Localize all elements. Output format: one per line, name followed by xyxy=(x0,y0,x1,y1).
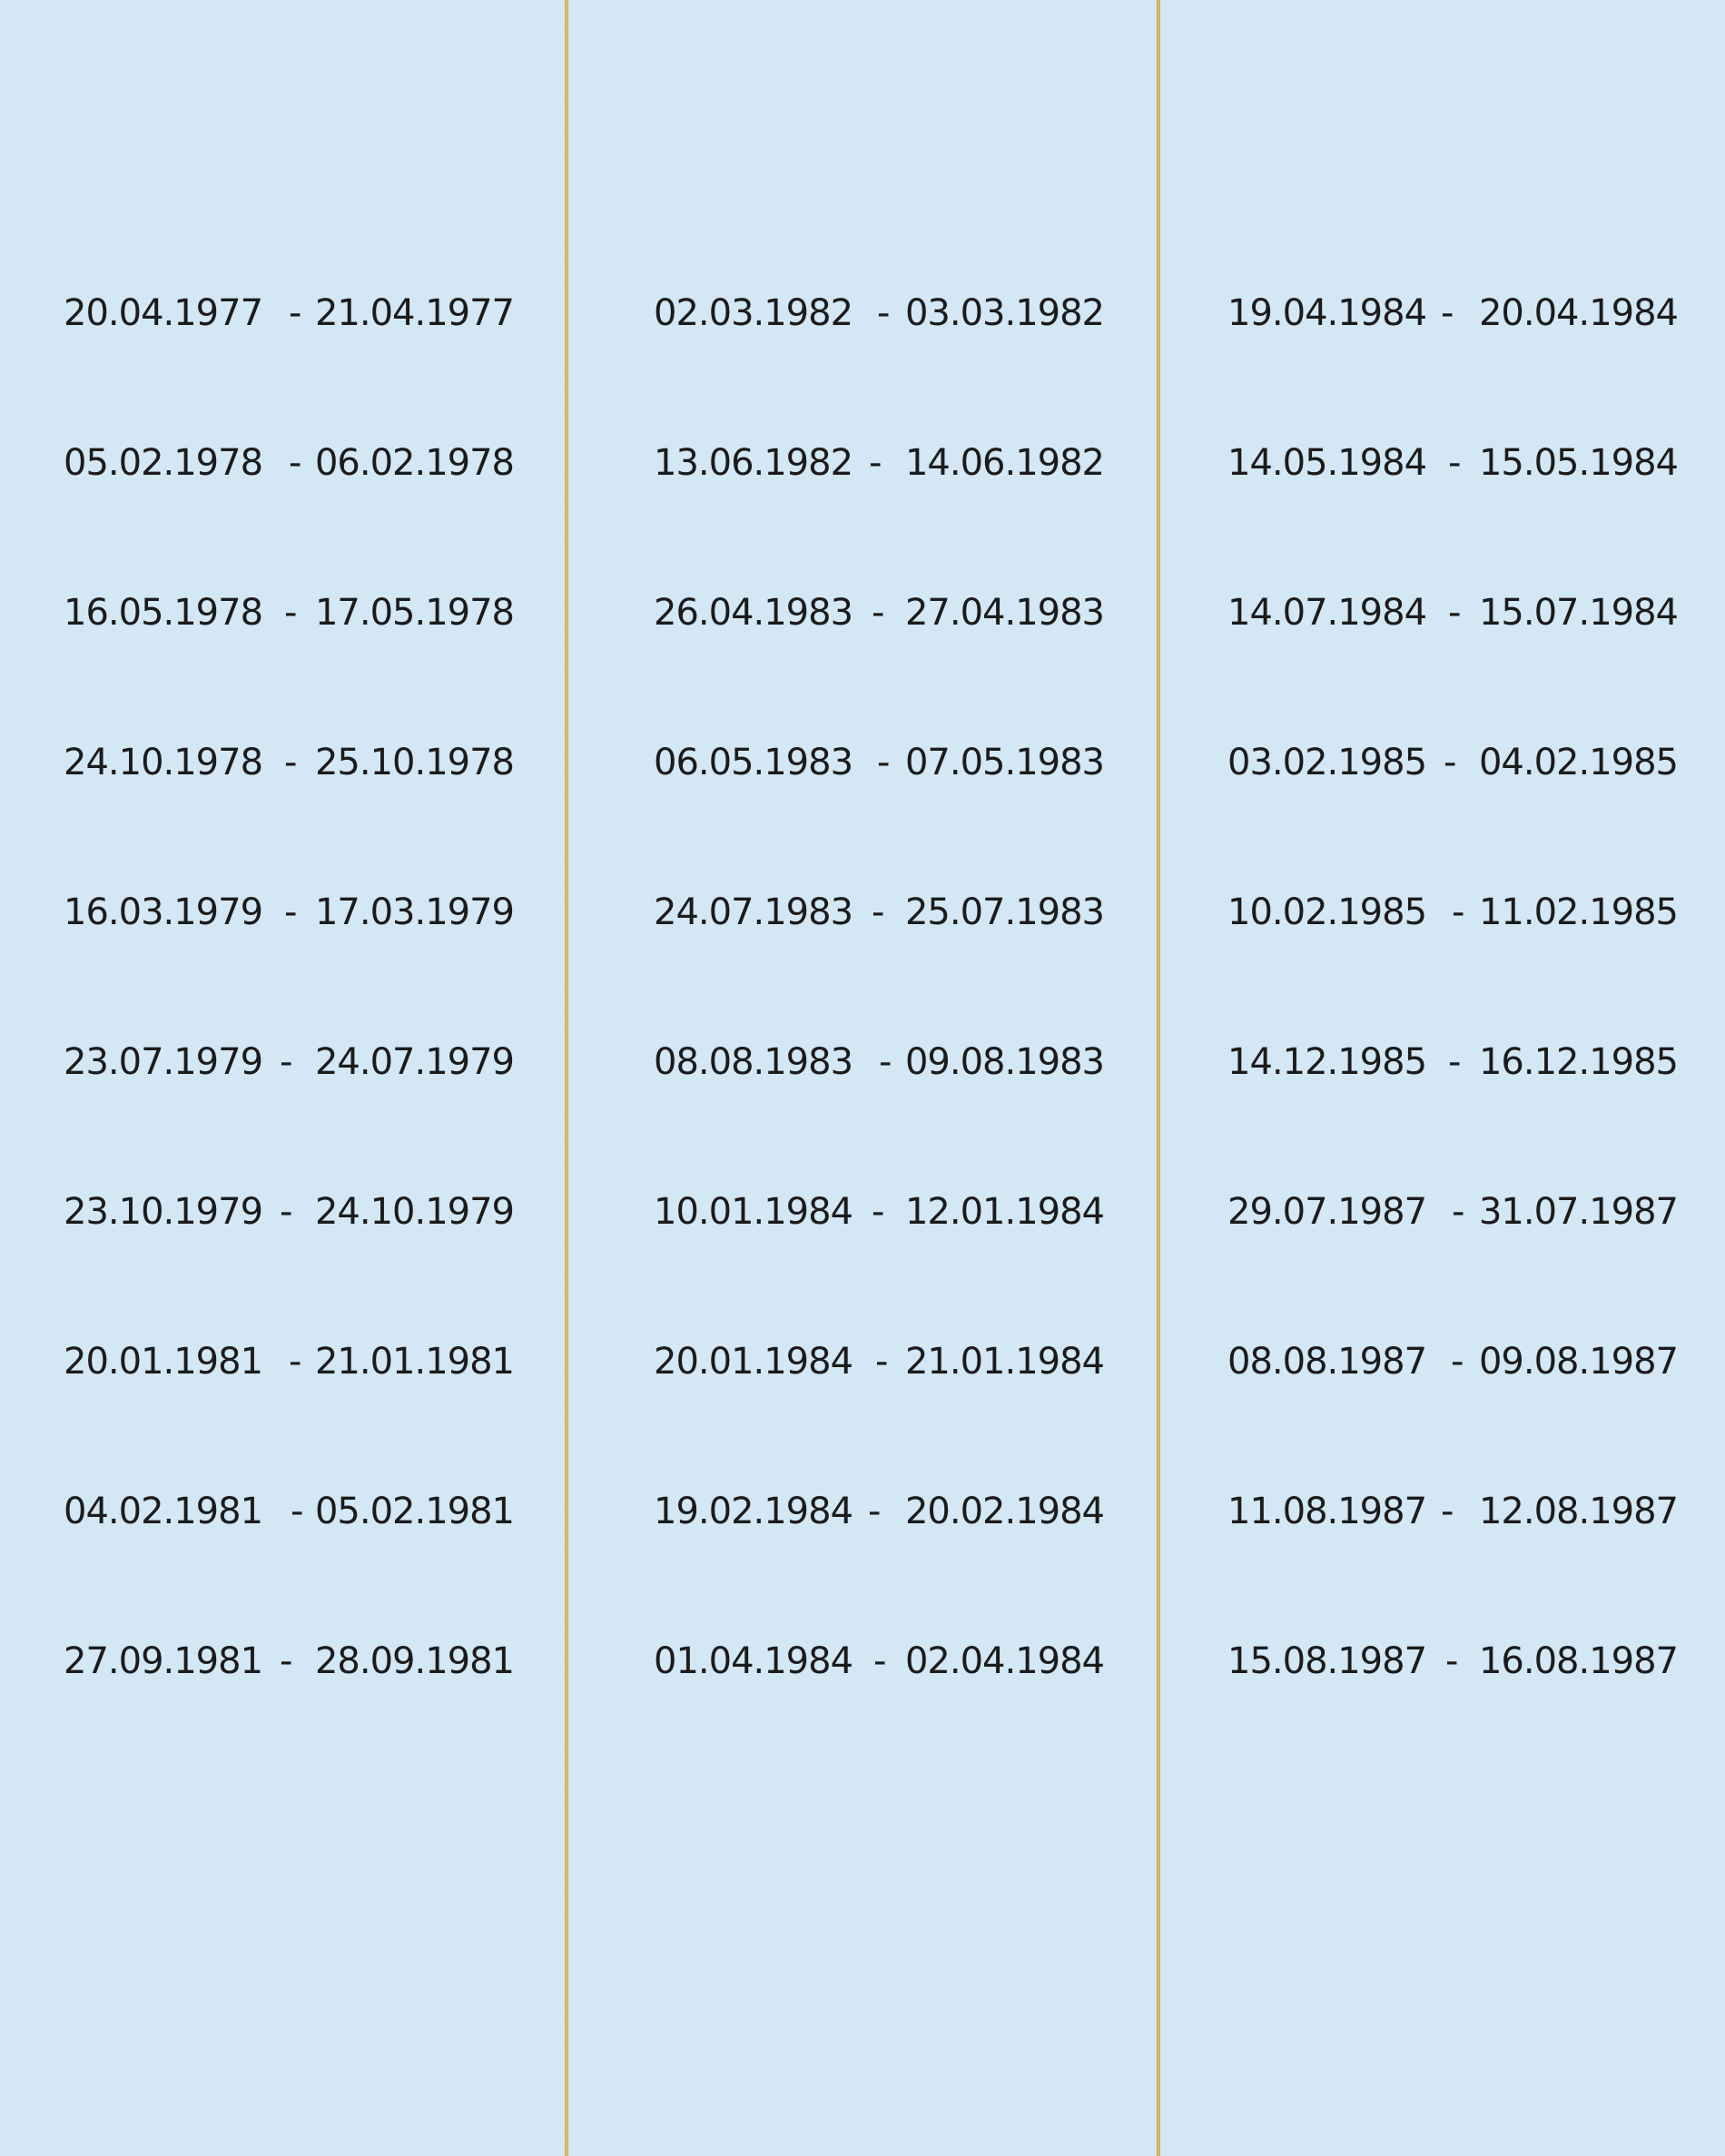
date-range-row xyxy=(654,885,1104,940)
end-date: 12.08.1987 xyxy=(1478,1491,1678,1532)
end-date: 28.09.1981 xyxy=(314,1640,514,1682)
range-separator: - xyxy=(1451,1341,1464,1383)
date-range-row xyxy=(64,436,514,490)
date-range-row xyxy=(654,1634,1104,1688)
end-date: 03.03.1982 xyxy=(904,292,1104,334)
start-date: 08.08.1987 xyxy=(1227,1341,1427,1383)
date-range-row xyxy=(64,885,514,940)
date-range-row xyxy=(1227,735,1678,790)
date-range-row xyxy=(1227,286,1678,340)
end-date: 21.04.1977 xyxy=(314,292,514,334)
range-separator: - xyxy=(1445,1640,1458,1682)
date-range-row xyxy=(1227,436,1678,490)
start-date: 10.01.1984 xyxy=(654,1191,853,1233)
date-range-row xyxy=(654,1035,1104,1089)
range-separator: - xyxy=(1448,1041,1461,1083)
start-date: 20.01.1984 xyxy=(654,1341,853,1383)
date-range-row xyxy=(64,735,514,790)
start-date: 29.07.1987 xyxy=(1227,1191,1427,1233)
start-date: 08.08.1983 xyxy=(654,1041,853,1083)
range-separator: - xyxy=(872,891,884,933)
end-date: 11.02.1985 xyxy=(1478,891,1678,933)
date-range-row xyxy=(64,1185,514,1239)
end-date: 16.08.1987 xyxy=(1478,1640,1678,1682)
end-date: 24.10.1979 xyxy=(314,1191,514,1233)
date-range-row xyxy=(64,1334,514,1389)
start-date: 14.05.1984 xyxy=(1227,442,1427,484)
range-separator: - xyxy=(877,292,890,334)
start-date: 26.04.1983 xyxy=(654,592,853,634)
end-date: 02.04.1984 xyxy=(904,1640,1104,1682)
range-separator: - xyxy=(875,1341,888,1383)
range-separator: - xyxy=(289,292,301,334)
start-date: 11.08.1987 xyxy=(1227,1491,1427,1532)
end-date: 09.08.1987 xyxy=(1478,1341,1678,1383)
start-date: 10.02.1985 xyxy=(1227,891,1427,933)
start-date: 05.02.1978 xyxy=(64,442,263,484)
start-date: 04.02.1981 xyxy=(64,1491,263,1532)
start-date: 01.04.1984 xyxy=(654,1640,853,1682)
date-range-row xyxy=(64,286,514,340)
date-range-row xyxy=(1227,1185,1678,1239)
end-date: 12.01.1984 xyxy=(904,1191,1104,1233)
range-separator: - xyxy=(1452,891,1464,933)
start-date: 19.02.1984 xyxy=(654,1491,853,1532)
range-separator: - xyxy=(1448,442,1461,484)
date-range-row xyxy=(654,1484,1104,1539)
end-date: 09.08.1983 xyxy=(904,1041,1104,1083)
end-date: 05.02.1981 xyxy=(314,1491,514,1532)
range-separator: - xyxy=(1441,292,1454,334)
range-separator: - xyxy=(1448,592,1461,634)
date-range-row xyxy=(654,286,1104,340)
range-separator: - xyxy=(280,1191,292,1233)
start-date: 19.04.1984 xyxy=(1227,292,1427,334)
end-date: 20.02.1984 xyxy=(904,1491,1104,1532)
start-date: 16.03.1979 xyxy=(64,891,263,933)
end-date: 20.04.1984 xyxy=(1478,292,1678,334)
end-date: 17.05.1978 xyxy=(314,592,514,634)
range-separator: - xyxy=(1441,1491,1454,1532)
end-date: 31.07.1987 xyxy=(1478,1191,1678,1233)
date-range-row xyxy=(64,1035,514,1089)
end-date: 27.04.1983 xyxy=(904,592,1104,634)
date-range-row xyxy=(1227,1484,1678,1539)
range-separator: - xyxy=(280,1041,292,1083)
start-date: 16.05.1978 xyxy=(64,592,263,634)
date-range-row xyxy=(1227,1334,1678,1389)
start-date: 23.10.1979 xyxy=(64,1191,263,1233)
range-separator: - xyxy=(872,592,884,634)
range-separator: - xyxy=(872,1191,884,1233)
end-date: 21.01.1981 xyxy=(314,1341,514,1383)
range-separator: - xyxy=(289,442,301,484)
column-divider-right xyxy=(1157,0,1160,2156)
start-date: 13.06.1982 xyxy=(654,442,853,484)
range-separator: - xyxy=(873,1640,886,1682)
range-separator: - xyxy=(291,1491,303,1532)
start-date: 15.08.1987 xyxy=(1227,1640,1427,1682)
range-separator: - xyxy=(1444,742,1456,783)
date-range-row xyxy=(654,1185,1104,1239)
date-range-row xyxy=(64,1484,514,1539)
date-range-row xyxy=(64,1634,514,1688)
date-range-row xyxy=(1227,885,1678,940)
end-date: 25.07.1983 xyxy=(904,891,1104,933)
start-date: 02.03.1982 xyxy=(654,292,853,334)
range-separator: - xyxy=(284,592,297,634)
range-separator: - xyxy=(284,891,297,933)
end-date: 15.07.1984 xyxy=(1478,592,1678,634)
end-date: 06.02.1978 xyxy=(314,442,514,484)
start-date: 24.07.1983 xyxy=(654,891,853,933)
date-range-row xyxy=(1227,586,1678,640)
date-range-row xyxy=(654,586,1104,640)
range-separator: - xyxy=(879,1041,892,1083)
range-separator: - xyxy=(280,1640,292,1682)
start-date: 06.05.1983 xyxy=(654,742,853,783)
date-range-row xyxy=(1227,1634,1678,1688)
column-divider-left xyxy=(565,0,568,2156)
date-range-row xyxy=(1227,1035,1678,1089)
start-date: 14.12.1985 xyxy=(1227,1041,1427,1083)
start-date: 23.07.1979 xyxy=(64,1041,263,1083)
start-date: 20.01.1981 xyxy=(64,1341,263,1383)
start-date: 03.02.1985 xyxy=(1227,742,1427,783)
start-date: 27.09.1981 xyxy=(64,1640,263,1682)
end-date: 04.02.1985 xyxy=(1478,742,1678,783)
date-column-3 xyxy=(1227,0,1678,2156)
date-range-row xyxy=(654,735,1104,790)
start-date: 24.10.1978 xyxy=(64,742,263,783)
end-date: 25.10.1978 xyxy=(314,742,514,783)
start-date: 14.07.1984 xyxy=(1227,592,1427,634)
date-column-1 xyxy=(64,0,514,2156)
end-date: 14.06.1982 xyxy=(904,442,1104,484)
end-date: 21.01.1984 xyxy=(904,1341,1104,1383)
date-range-row xyxy=(654,1334,1104,1389)
range-separator: - xyxy=(289,1341,301,1383)
end-date: 16.12.1985 xyxy=(1478,1041,1678,1083)
end-date: 07.05.1983 xyxy=(904,742,1104,783)
end-date: 24.07.1979 xyxy=(314,1041,514,1083)
end-date: 15.05.1984 xyxy=(1478,442,1678,484)
range-separator: - xyxy=(868,1491,881,1532)
range-separator: - xyxy=(284,742,297,783)
date-range-row xyxy=(654,436,1104,490)
end-date: 17.03.1979 xyxy=(314,891,514,933)
range-separator: - xyxy=(1452,1191,1464,1233)
range-separator: - xyxy=(869,442,882,484)
date-column-2 xyxy=(654,0,1104,2156)
start-date: 20.04.1977 xyxy=(64,292,263,334)
date-range-row xyxy=(64,586,514,640)
range-separator: - xyxy=(877,742,890,783)
